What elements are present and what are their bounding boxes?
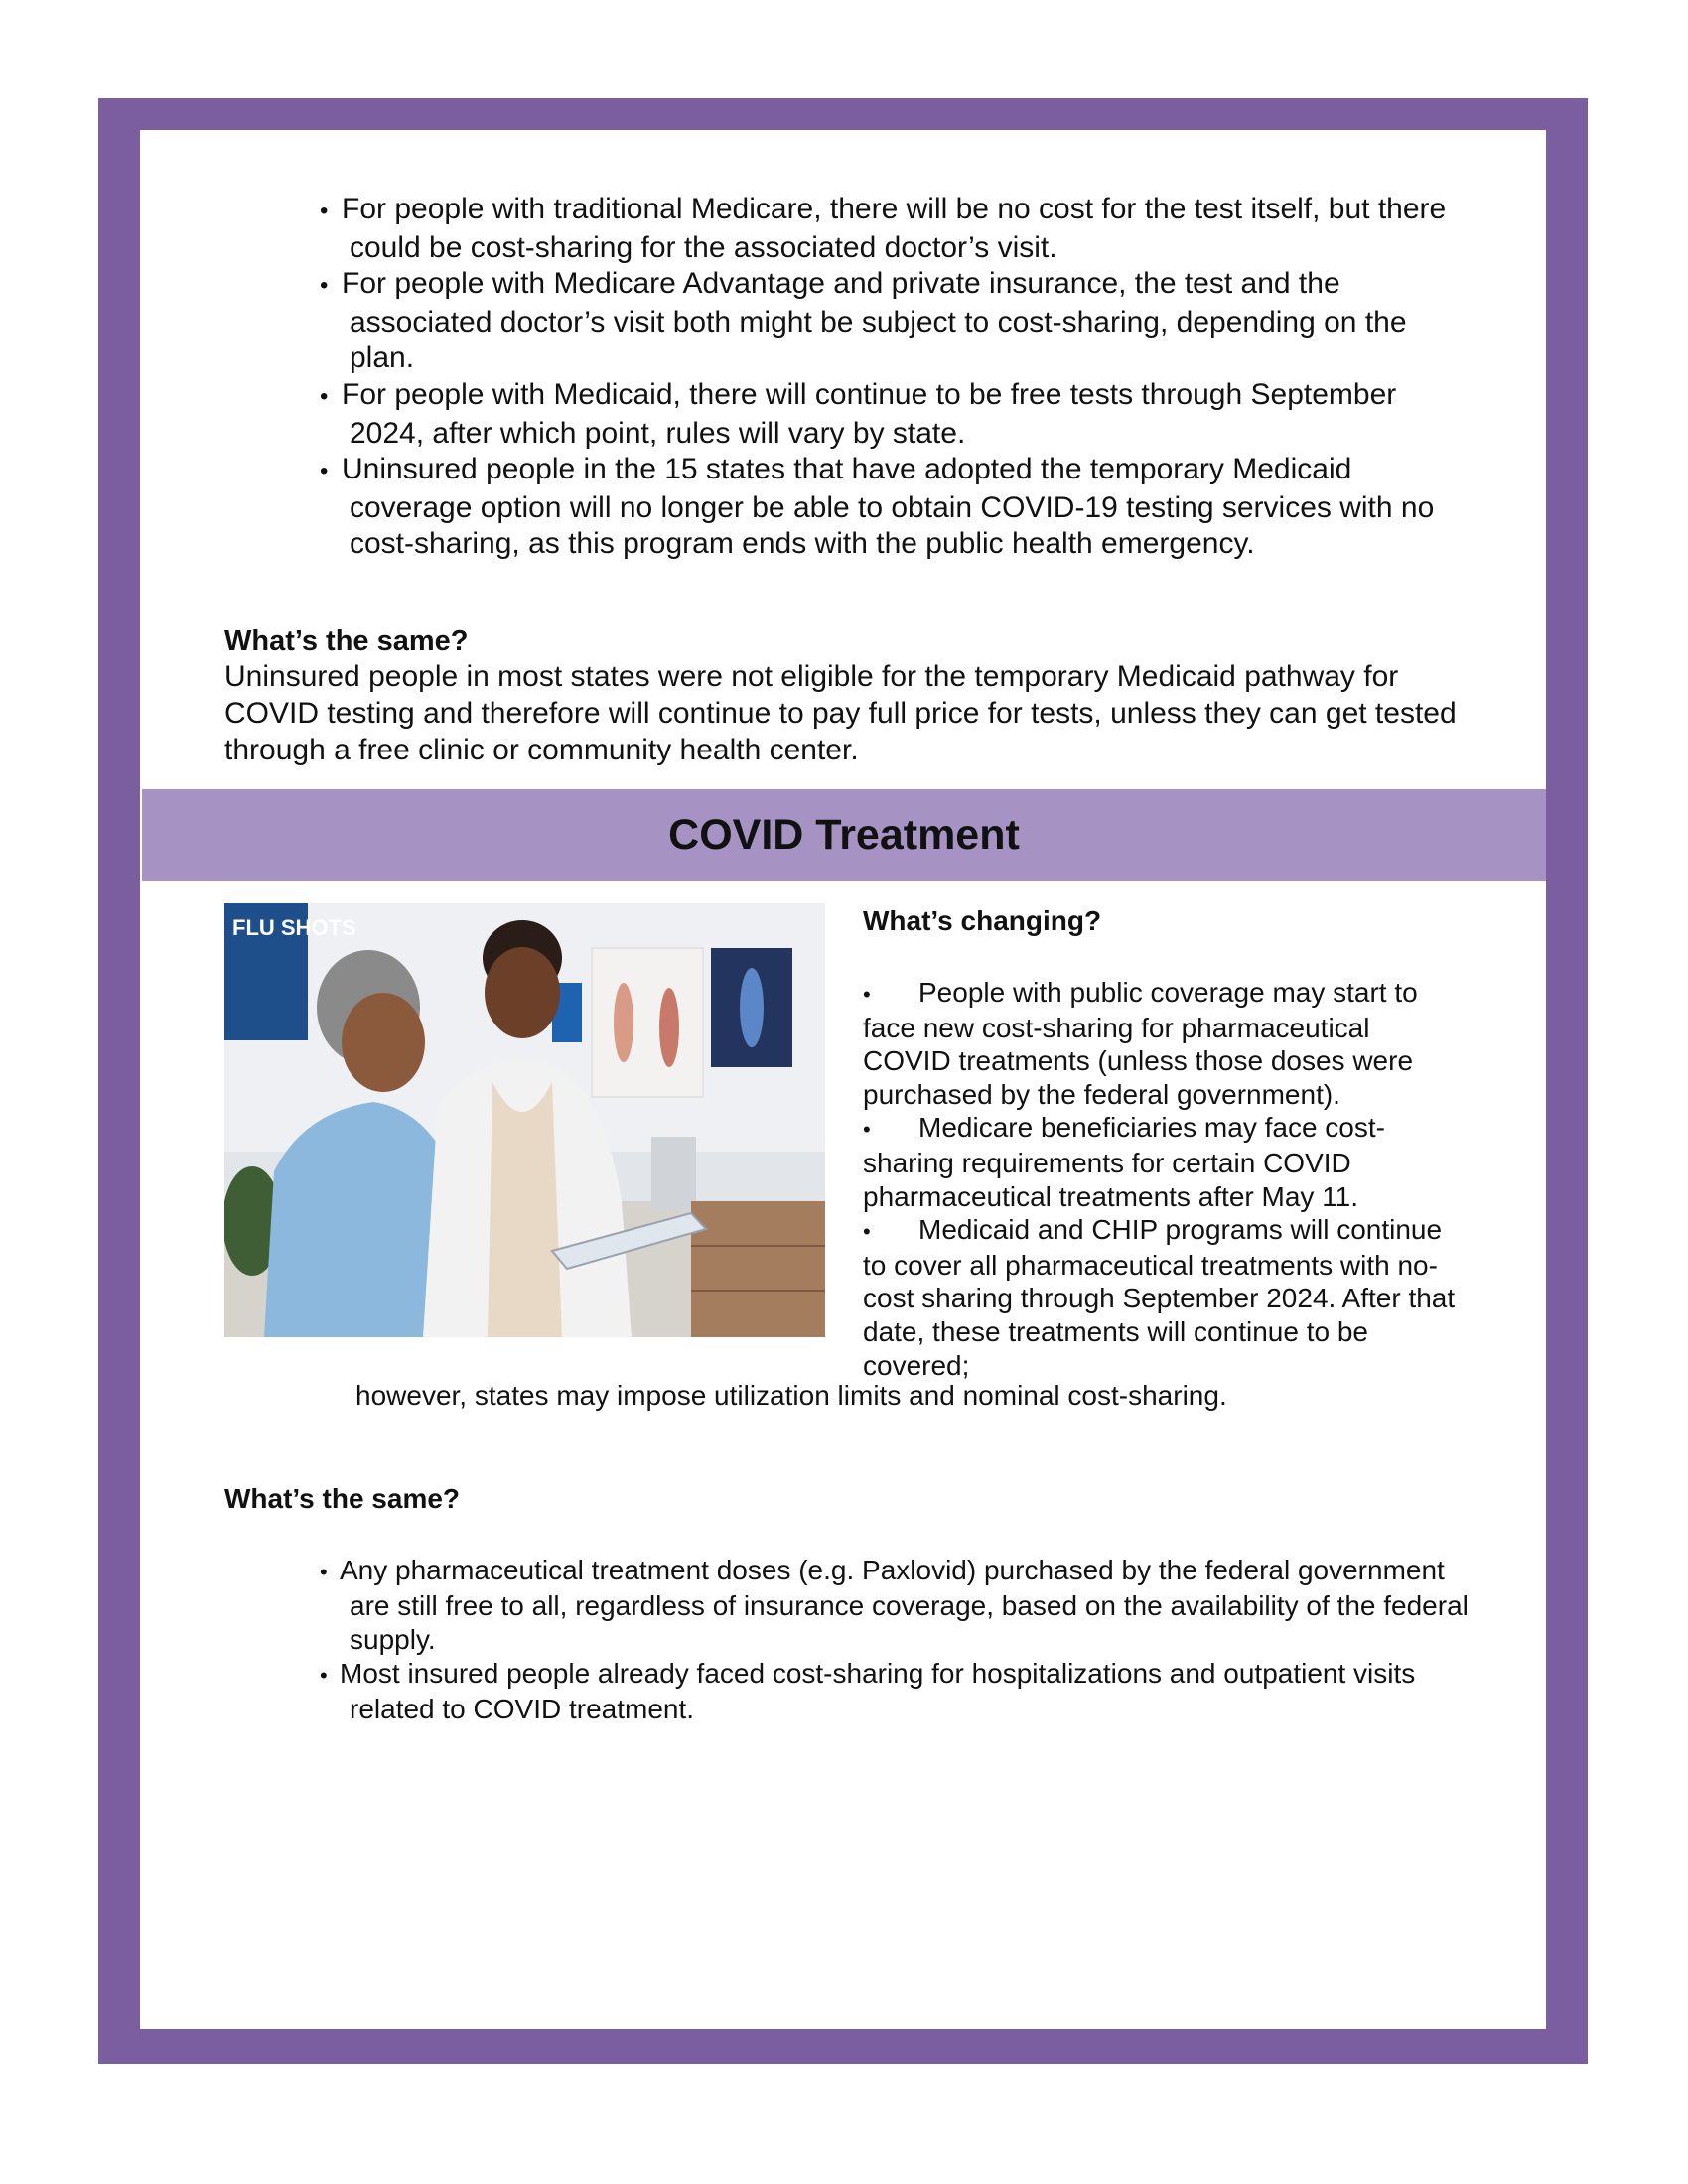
testing-changes-list [304,192,1476,563]
list-item: • For people with Medicare Advantage and private insurance, the test and the associated doctor’s visit both might be subject to cost-sharing, depending on the plan. [320,267,1407,375]
section-banner [142,789,1546,881]
doctor-patient-photo [224,903,825,1337]
list-item: • People with public coverage may start to face new cost-sharing for pharmaceutical COVID treatments (unless those doses were purchased by the federal government). [863,977,1418,1110]
testing-same-heading: What’s the same? [224,625,469,657]
list-item: • Medicare beneficiaries may face cost-sharing requirements for certain COVID pharmaceutical treatments after May 11. [863,1112,1385,1212]
treatment-changes-continuation: however, states may impose utilization limits and nominal cost-sharing. [355,1380,1227,1411]
flu-poster-text: FLU SHOTS [232,915,356,940]
treatment-same-list [304,1554,1476,1726]
section-title: COVID Treatment [668,810,1020,859]
changing-heading: What’s changing? [863,905,1102,936]
list-item: • Any pharmaceutical treatment doses (e.g. Paxlovid) purchased by the federal government are still free to all, regardless of insurance coverage, based on the availability of the federal supply. [320,1555,1469,1655]
list-item: • For people with Medicaid, there will continue to be free tests through September 2024, after which point, rules will vary by state. [320,377,1397,450]
list-item: • Most insured people already faced cost-sharing for hospitalizations and outpatient visits related to COVID treatment. [320,1658,1416,1724]
treatment-same-heading: What’s the same? [224,1483,461,1514]
list-item: • Uninsured people in the 15 states that have adopted the temporary Medicaid coverage option will no longer be able to obtain COVID-19 testing services with no cost-sharing, as this program ends with the public health emergency. [320,453,1435,561]
treatment-changes-list [863,976,1459,1382]
list-item: • Medicaid and CHIP programs will continue to cover all pharmaceutical treatments with no-cost sharing through September 2024. After that date, these treatments will continue to be covered; [863,1214,1456,1381]
testing-same-paragraph: Uninsured people in most states were not eligible for the temporary Medicaid pathway for COVID testing and therefore will continue to pay full price for tests, unless they can get tested through a free clinic or community health center. [224,660,1457,766]
photo-illustration [224,903,825,1337]
list-item: • For people with traditional Medicare, there will be no cost for the test itself, but there could be cost-sharing for the associated doctor’s visit. [320,193,1447,264]
